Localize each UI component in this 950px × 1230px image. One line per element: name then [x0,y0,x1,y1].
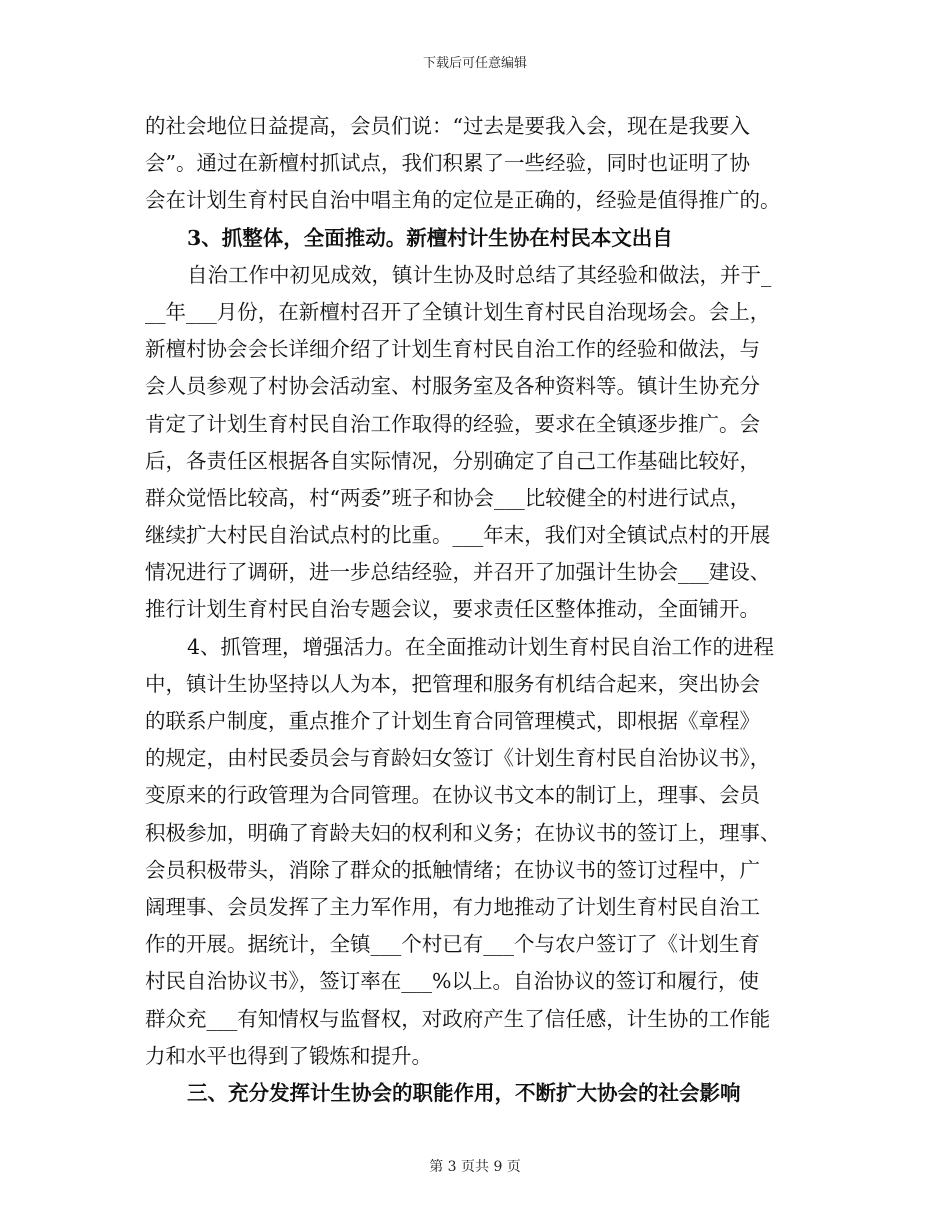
paragraph-line: 会人员参观了村协会活动室、村服务室及各种资料等。镇计生协充分 [145,374,760,399]
paragraph-line: 变原来的行政管理为合同管理。在协议书文本的制订上，理事、会员 [145,783,760,808]
paragraph-line: 的社会地位日益提高，会员们说：“过去是要我入会，现在是我要入 [145,114,750,138]
paragraph-line: 积极参加，明确了育龄夫妇的权利和义务；在协议书的签订上，理事、 [145,820,781,845]
paragraph-line: 情况进行了调研，进一步总结经验，并召开了加强计生协会___建设、 [145,560,771,585]
document-body [145,108,807,1112]
paragraph-line: 新檀村协会会长详细介绍了计划生育村民自治工作的经验和做法，与 [145,337,760,362]
paragraph-line: 力和水平也得到了锻炼和提升。 [145,1043,432,1068]
paragraph-line: 作的开展。据统计，全镇___个村已有___个与农户签订了《计划生育 [145,932,760,957]
paragraph-line: 群众充___有知情权与监督权，对政府产生了信任感，计生协的工作能 [145,1006,771,1031]
paragraph-line: 的联系户制度，重点推介了计划生育合同管理模式，即根据《章程》 [145,709,760,733]
paragraph-line: 的规定，由村民委员会与育龄妇女签订《计划生育村民自治协议书》， [145,746,771,771]
paragraph-line: 推行计划生育村民自治专题会议，要求责任区整体推动，全面铺开。 [145,597,760,622]
paragraph-line: __年___月份，在新檀村召开了全镇计划生育村民自治现场会。会上， [145,299,771,324]
paragraph-line: 后，各责任区根据各自实际情况，分别确定了自己工作基础比较好， [145,448,760,473]
paragraph-line: 自治工作中初见成效，镇计生协及时总结了其经验和做法，并于_ [187,262,772,287]
paragraph-line: 会”。通过在新檀村抓试点，我们积累了一些经验，同时也证明了协 [145,151,750,176]
paragraph-line: 会在计划生育村民自治中唱主角的定位是正确的，经验是值得推广的。 [145,188,781,213]
paragraph-line: 继续扩大村民自治试点村的比重。___年末，我们对全镇试点村的开展 [145,523,771,548]
paragraph-line: 4、抓管理，增强活力。在全面推动计划生育村民自治工作的进程 [187,634,775,659]
section-heading-line: 3、抓整体，全面推动。新檀村计生协在村民本文出自 [187,225,673,250]
paragraph-line: 群众觉悟比较高，村“两委”班子和协会___比较健全的村进行试点， [145,485,751,510]
paragraph-line: 中，镇计生协坚持以人为本，把管理和服务有机结合起来，突出协会 [145,671,760,696]
section-heading-line: 三、充分发挥计生协会的职能作用，不断扩大协会的社会影响 [187,1080,741,1105]
paragraph-line: 会员积极带头，消除了群众的抵触情绪；在协议书的签订过程中，广 [145,857,760,882]
page-header: 下载后可任意编辑 [422,56,527,71]
paragraph-line: 阔理事、会员发挥了主力军作用，有力地推动了计划生育村民自治工 [145,894,760,919]
page-footer: 第 3 页共 9 页 [429,1159,521,1175]
paragraph-line: 肯定了计划生育村民自治工作取得的经验，要求在全镇逐步推广。会 [145,411,760,436]
paragraph-line: 村民自治协议书》，签订率在___%以上。自治协议的签订和履行，使 [145,969,759,994]
